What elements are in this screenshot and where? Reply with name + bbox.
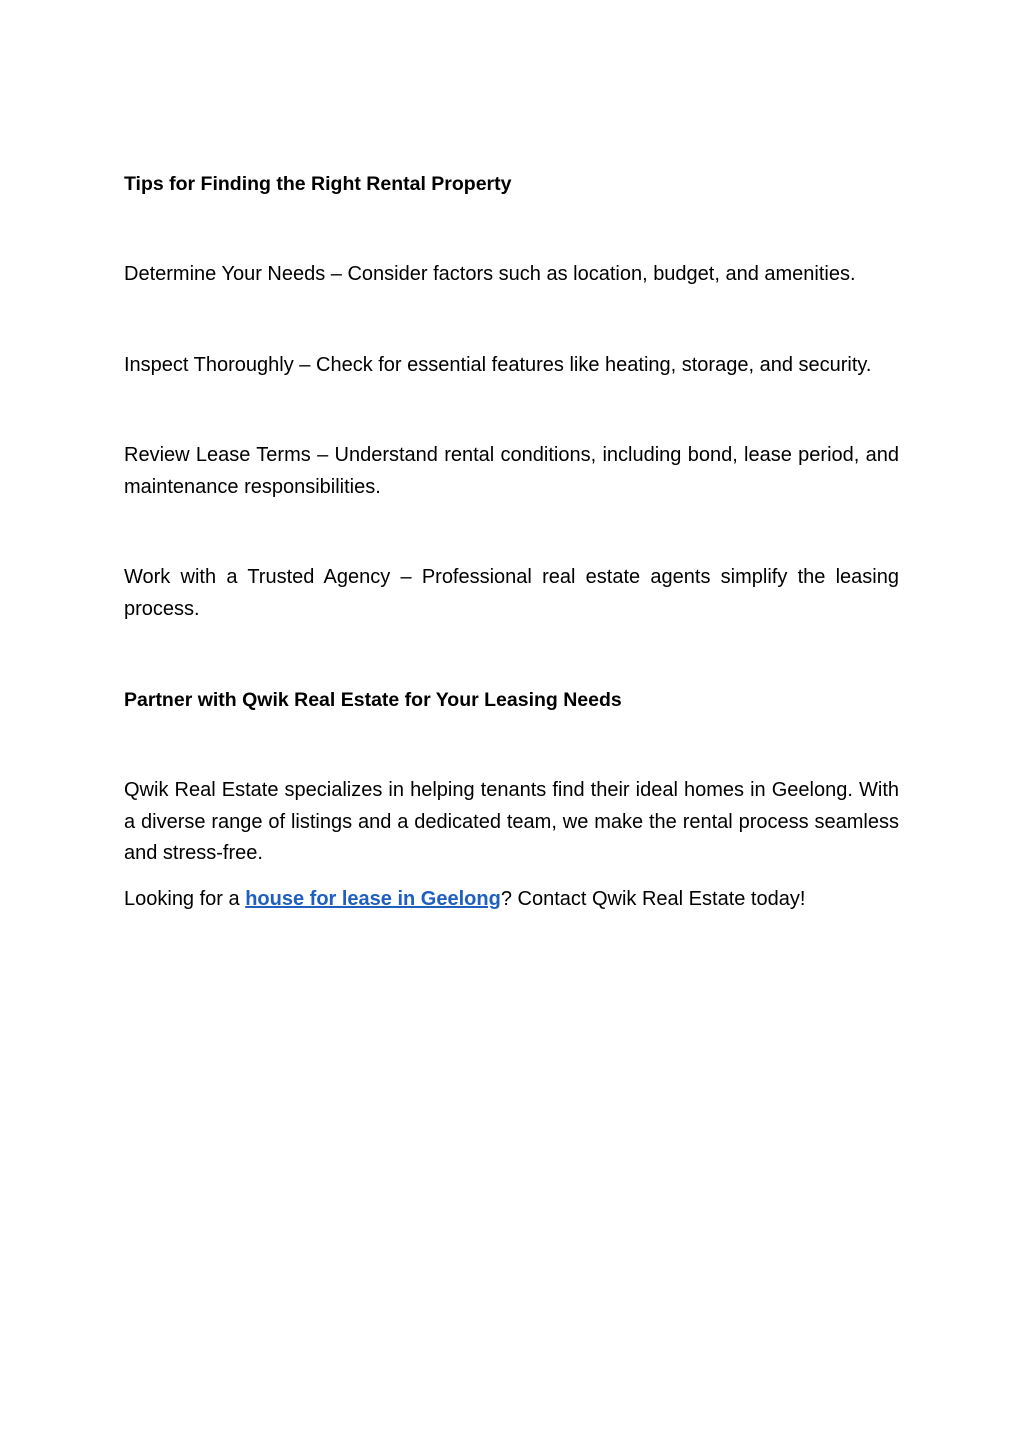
tip-separator: –	[293, 353, 316, 376]
house-for-lease-link[interactable]: house for lease in Geelong	[245, 887, 501, 910]
tip-separator: –	[325, 263, 348, 285]
tip-text: Understand rental conditions, including bond, lease period, and maintenance responsibilities.	[124, 444, 899, 498]
tip-determine-needs	[124, 259, 899, 291]
tip-title: Review Lease Terms	[124, 444, 311, 466]
cta-prefix: Looking for a	[124, 887, 246, 910]
tip-title: Inspect Thoroughly	[124, 353, 294, 376]
tips-heading: Tips for Finding the Right Rental Property	[124, 173, 512, 195]
tip-text: Check for essential features like heating, storage, and security.	[316, 353, 872, 376]
tip-review-lease-terms	[124, 440, 899, 503]
tip-text: Professional real estate agents simplify the leasing process.	[124, 566, 899, 620]
partner-paragraph: Qwik Real Estate specializes in helping tenants find their ideal homes in Geelong. With a diverse range of listings and a dedicated team, we make the rental process seamless and stress-free.	[124, 779, 899, 864]
tip-trusted-agency	[124, 562, 899, 625]
tip-separator: –	[390, 566, 422, 588]
tip-text: Consider factors such as location, budget, and amenities.	[347, 263, 856, 285]
cta-suffix: ? Contact Qwik Real Estate today!	[500, 887, 806, 910]
tip-separator: –	[310, 444, 335, 466]
document-content	[124, 168, 899, 915]
tip-title: Determine Your Needs	[124, 263, 326, 285]
tip-title: Work with a Trusted Agency	[124, 566, 391, 588]
cta-line	[124, 884, 899, 916]
partner-heading: Partner with Qwik Real Estate for Your Leasing Needs	[124, 689, 622, 711]
tip-inspect-thoroughly	[124, 350, 899, 382]
